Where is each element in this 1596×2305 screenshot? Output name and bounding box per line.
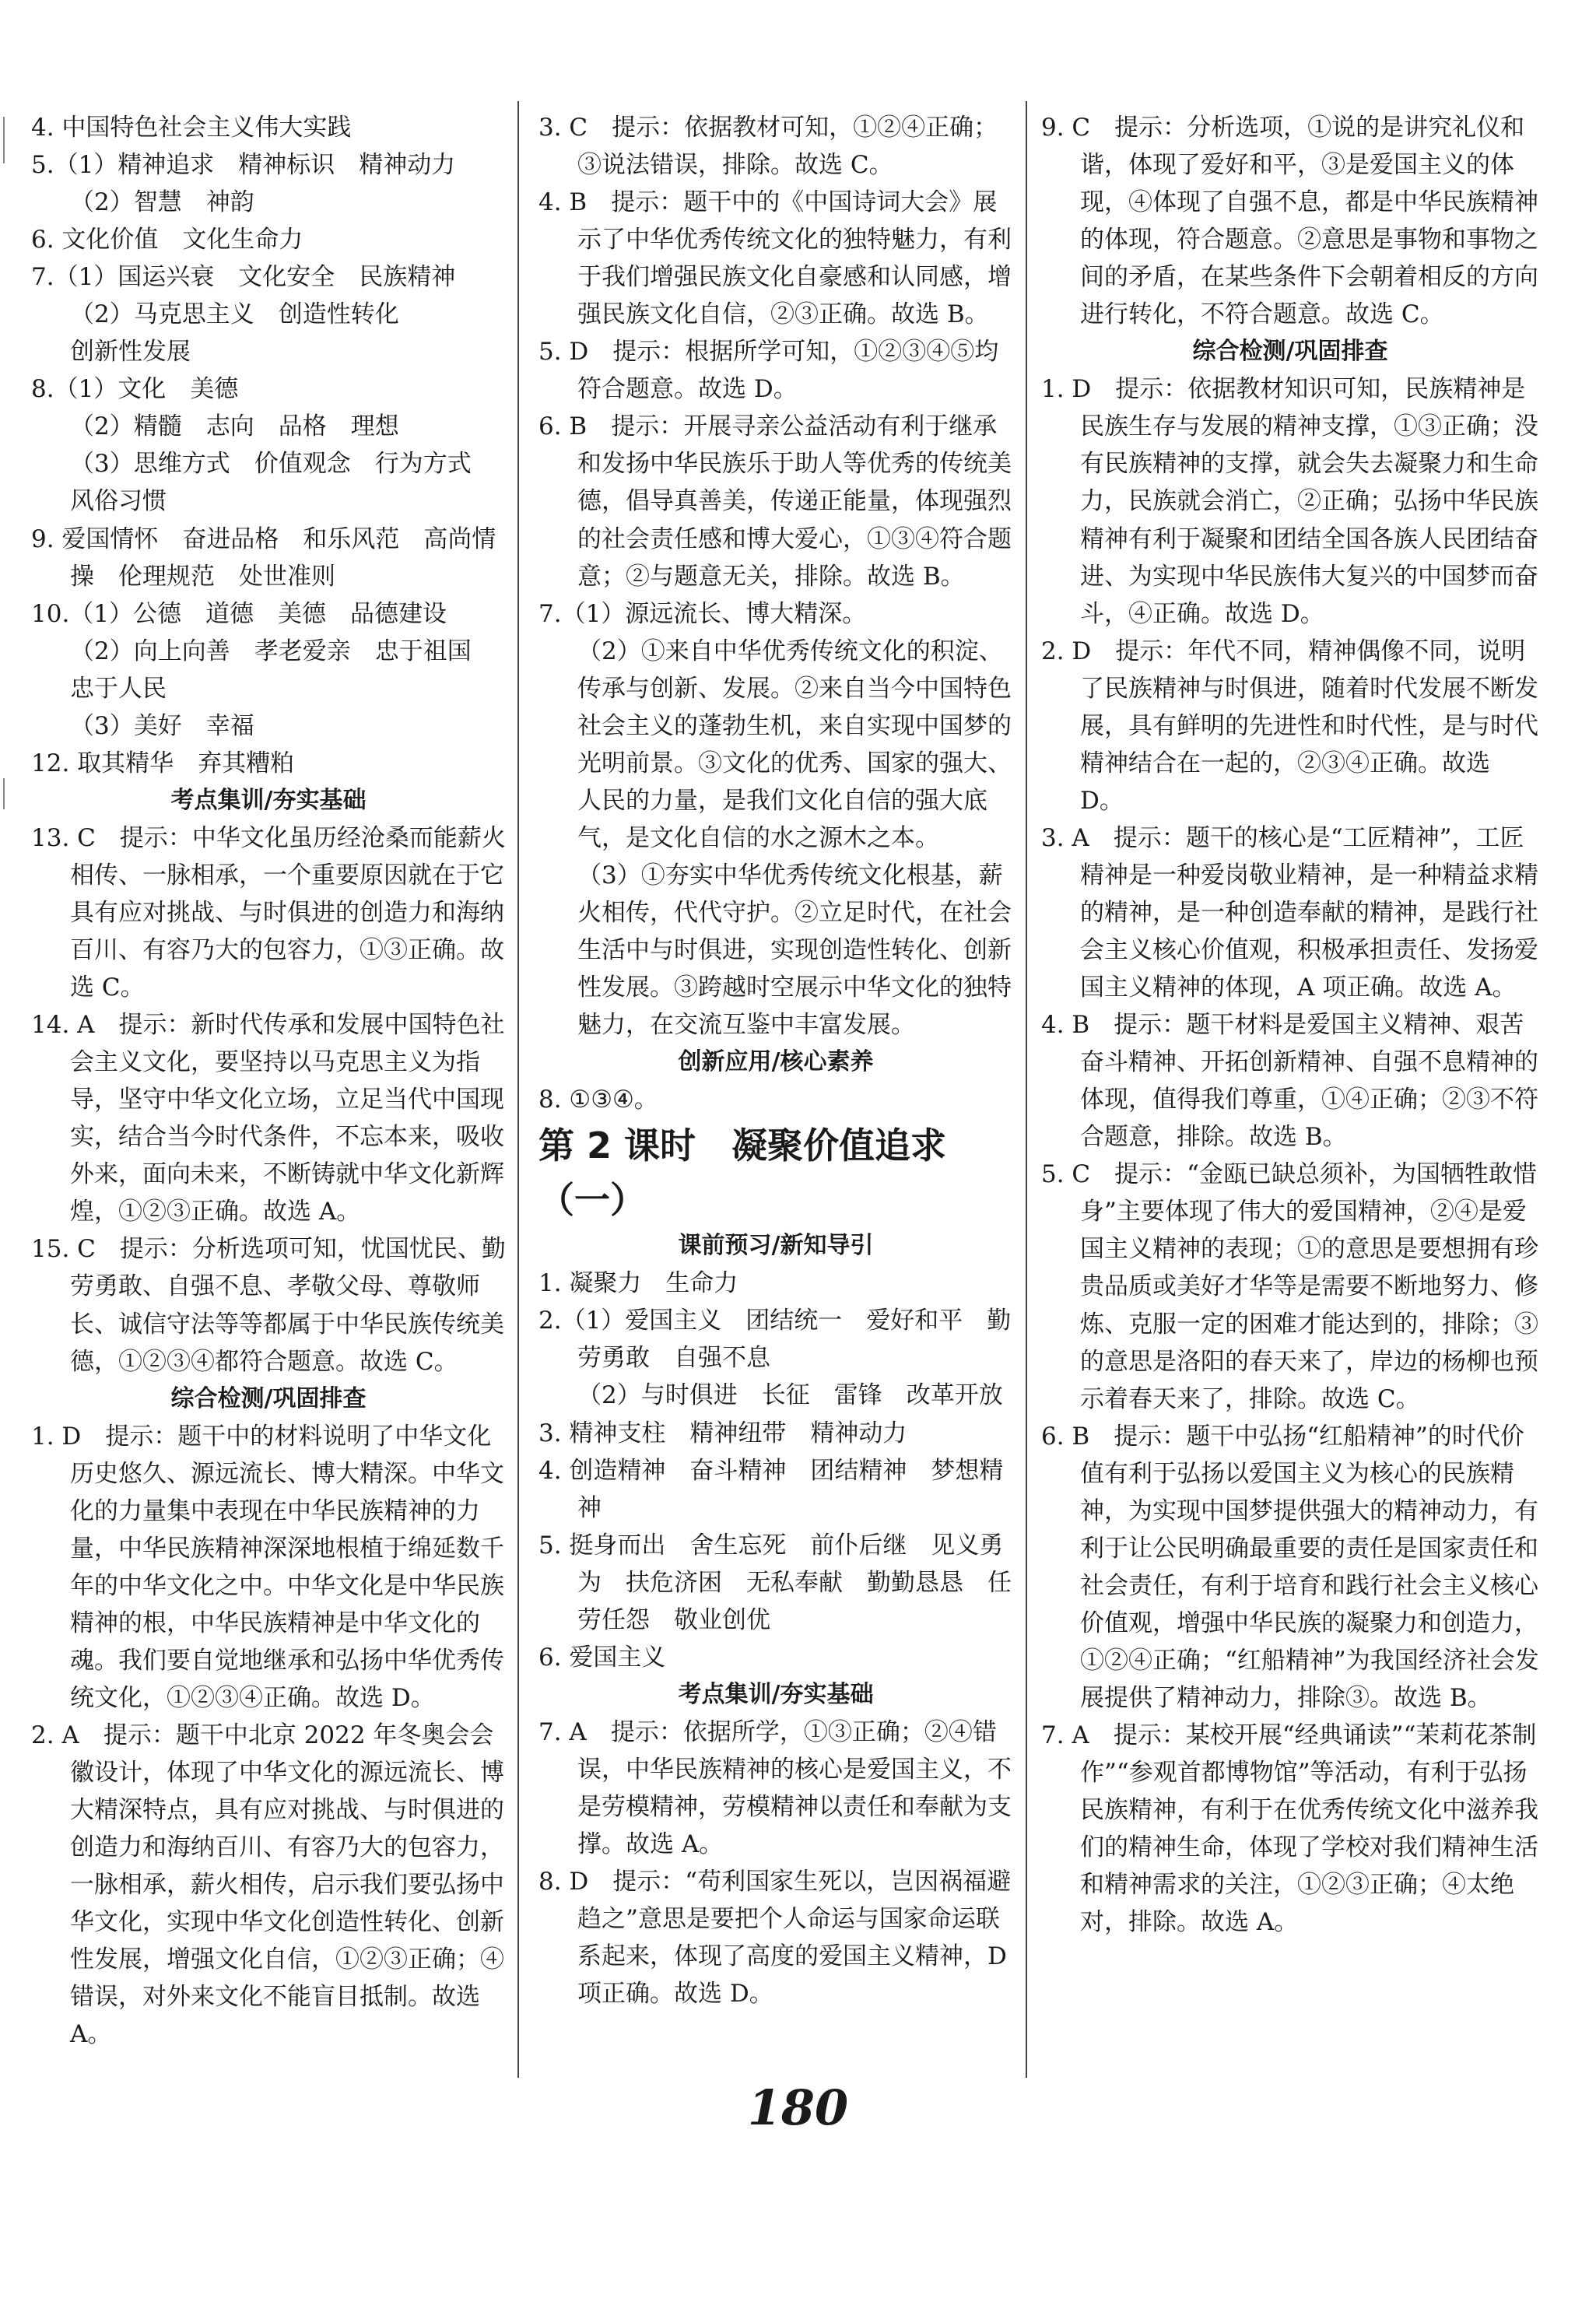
answer-item: 13. C 提示：中华文化虽历经沧桑而能薪火相传、一脉相承，一个重要原因就在于它具有应对挑战、与时俱进的创造力和海纳百川、有容乃大的包容力，①③正确。故选 C。: [31, 823, 506, 1002]
answer-item: 3. 精神支柱 精神纽带 精神动力: [538, 1419, 907, 1447]
answer-item: 4. 创造精神 奋斗精神 团结精神 梦想精神: [538, 1456, 1004, 1522]
column-divider: [1026, 101, 1027, 2078]
answer-item: 2. D 提示：年代不同，精神偶像不同，说明了民族精神与时俱进，随着时代发展不断发展，具有鲜明的先进性和时代性，是与时代精神结合在一起的，②③④正确。故选 D。: [1041, 637, 1538, 815]
answer-item: 3. A 提示：题干的核心是“工匠精神”，工匠精神是一种爱岗敬业精神，是一种精益求精的精神，是一种创造奉献的精神，是践行社会主义核心价值观，积极承担责任、发扬爱国主义精神的体现，A 项正确。故选 A。: [1041, 823, 1538, 1002]
answer-item: 9. C 提示：分析选项，①说的是讲究礼仪和谐，体现了爱好和平，③是爱国主义的体现，④体现了自强不息，都是中华民族精神的体现，符合题意。②意思是事物和事物之间的矛盾，在某些条件下会朝着相反的方向进行转化，不符合题意。故选 C。: [1041, 114, 1538, 329]
answer-continuation: （3）美好 幸福: [70, 711, 254, 740]
answer-continuation: （3）①夯实中华优秀传统文化根基，薪火相传，代代守护。②立足时代，在社会生活中与时俱进，实现创造性转化、创新性发展。③跨越时空展示中华文化的独特魅力，在交流互鉴中丰富发展。: [577, 861, 1012, 1040]
answer-item: 8. ①③④。: [538, 1086, 658, 1114]
answer-item: 5. D 提示：根据所学可知，①②③④⑤均符合题意。故选 D。: [538, 338, 999, 404]
answer-continuation: （2）智慧 神韵: [70, 188, 254, 217]
answer-item: 7. A 提示：依据所学，①③正确；②④错误，中华民族精神的核心是爱国主义，不是劳模精神，劳模精神以责任和奉献为支撑。故选 A。: [538, 1717, 1012, 1859]
section-heading: 课前预习/新知导引: [678, 1232, 874, 1260]
answer-item: 1. D 提示：依据教材知识可知，民族精神是民族生存与发展的精神支撑，①③正确；没有民族精神的支撑，就会失去凝聚力和生命力，民族就会消亡，②正确；弘扬中华民族精神有利于凝聚和团结全国各族人民团结奋进、为实现中华民族伟大复兴的中国梦而奋斗，④正确。故选 D。: [1041, 375, 1538, 628]
section-heading: 创新应用/核心素养: [678, 1048, 874, 1076]
answer-continuation: 忠于人民: [70, 674, 167, 703]
column-divider: [517, 101, 519, 2078]
answer-column-1: [31, 109, 506, 2053]
answer-continuation: （3）思维方式 价值观念 行为方式: [70, 450, 472, 479]
answer-item: 2. A 提示：题干中北京 2022 年冬奥会会徽设计，体现了中华文化的源远流长、博大精深特点，具有应对挑战、与时俱进的创造力和海纳百川、有容乃大的包容力，一脉相承，薪火相传，启示我们要弘扬中华文化，实现中华文化创造性转化、创新性发展，增强文化自信，①②③正确；④错误，对外来文化不能盲目抵制。故选 A。: [31, 1721, 504, 2049]
answer-item: 4. B 提示：题干中的《中国诗词大会》展示了中华优秀传统文化的独特魅力，有利于我们增强民族文化自豪感和认同感，增强民族文化自信，②③正确。故选 B。: [538, 188, 1012, 329]
answer-item: 7. A 提示：某校开展“经典诵读”“茉莉花茶制作”“参观首都博物馆”等活动，有利于弘扬民族精神，有利于在优秀传统文化中滋养我们的精神生命，体现了学校对我们精神生活和精神需求的关注，①②③正确；④太绝对，排除。故选 A。: [1041, 1721, 1538, 1937]
answer-item: 14. A 提示：新时代传承和发展中国特色社会主义文化，要坚持以马克思主义为指导，坚守中华文化立场，立足当代中国现实，结合当今时代条件，不忘本来，吸收外来，面向未来，不断铸就中华文化新辉煌，①②③正确。故选 A。: [31, 1011, 505, 1226]
answer-item: 8.（1）文化 美德: [31, 375, 239, 404]
lesson-title: 第 2 课时 凝聚价值追求（一）: [538, 1124, 947, 1222]
answer-column-2: [538, 109, 1013, 2012]
answer-column-3: [1041, 109, 1539, 1941]
answer-item: 6. 文化价值 文化生命力: [31, 226, 303, 254]
answer-item: 7.（1）源远流长、博大精深。: [538, 599, 867, 628]
answer-item: 7.（1）国运兴衰 文化安全 民族精神: [31, 263, 456, 292]
answer-item: 6. B 提示：题干中弘扬“红船精神”的时代价值有利于弘扬以爱国主义为核心的民族精神，为实现中国梦提供强大的精神动力，有利于让公民明确最重要的责任是国家责任和社会责任，有利于培育和践行社会主义核心价值观，增强中华民族的凝聚力和创造力，①②④正确；“红船精神”为我国经济社会发展提供了精神动力，排除③。故选 B。: [1041, 1422, 1539, 1712]
answer-item: 2.（1）爱国主义 团结统一 爱好和平 勤劳勇敢 自强不息: [538, 1307, 1012, 1373]
answer-item: 10.（1）公德 道德 美德 品德建设: [31, 599, 447, 628]
answer-item: 3. C 提示：依据教材可知，①②④正确；③说法错误，排除。故选 C。: [538, 114, 998, 180]
answer-item: 6. 爱国主义: [538, 1643, 666, 1672]
page-edge-mark: [3, 117, 20, 163]
answer-continuation: （2）精髓 志向 品格 理想: [70, 412, 399, 441]
answer-item: 1. D 提示：题干中的材料说明了中华文化历史悠久、源远流长、博大精深。中华文化的力量集中表现在中华民族精神的力量，中华民族精神深深地根植于绵延数千年的中华文化之中。中华文化是中华民族精神的根，中华民族精神是中华文化的魂。我们要自觉地继承和弘扬中华优秀传统文化，①②③④正确。故选 D。: [31, 1422, 504, 1712]
section-heading: 综合检测/巩固排查: [1192, 338, 1388, 366]
answer-item: 5.（1）精神追求 精神标识 精神动力: [31, 151, 456, 180]
answer-item: 12. 取其精华 弃其糟粕: [31, 749, 295, 777]
answer-continuation: （2）①来自中华优秀传统文化的积淀、传承与创新、发展。②来自当今中国特色社会主义的蓬勃生机，来自实现中国梦的光明前景。③文化的优秀、国家的强大、人民的力量，是我们文化自信的强大底气，是文化自信的水之源木之本。: [577, 637, 1012, 852]
answer-item: 5. C 提示：“金瓯已缺总须补，为国牺牲敢惜身”主要体现了伟大的爱国精神，②④是爱国主义精神的表现；①的意思是要想拥有珍贵品质或美好才华等是需要不断地努力、修炼、克服一定的困难才能达到的，排除；③的意思是洛阳的春天来了，岸边的杨柳也预示着春天来了，排除。故选 C。: [1041, 1160, 1538, 1413]
answer-continuation: （2）马克思主义 创造性转化: [70, 300, 399, 329]
page-edge-mark: [3, 778, 20, 809]
answer-item: 5. 挺身而出 舍生忘死 前仆后继 见义勇为 扶危济困 无私奉献 勤勤恳恳 任劳任怨 敬业创优: [538, 1531, 1012, 1634]
answer-item: 4. B 提示：题干材料是爱国主义精神、艰苦奋斗精神、开拓创新精神、自强不息精神的体现，值得我们尊重，①④正确；②③不符合题意，排除。故选 B。: [1041, 1011, 1538, 1152]
answer-item: 6. B 提示：开展寻亲公益活动有利于继承和发扬中华民族乐于助人等优秀的传统美德，倡导真善美，传递正能量，体现强烈的社会责任感和博大爱心，①③④符合题意；②与题意无关，排除。故选 B。: [538, 412, 1012, 591]
page-number: 180: [747, 2079, 849, 2136]
section-heading: 考点集训/夯实基础: [678, 1680, 874, 1708]
section-heading: 综合检测/巩固排查: [170, 1384, 367, 1412]
answer-continuation: （2）与时俱进 长征 雷锋 改革开放: [577, 1381, 1003, 1410]
answer-continuation: （2）向上向善 孝老爱亲 忠于祖国: [70, 637, 472, 665]
answer-item: 8. D 提示：“苟利国家生死以，岂因祸福避趋之”意思是要把个人命运与国家命运联系起来，体现了高度的爱国主义精神，D 项正确。故选 D。: [538, 1868, 1012, 2009]
section-heading: 考点集训/夯实基础: [170, 786, 367, 814]
answer-continuation: 创新性发展: [70, 338, 191, 367]
answer-item: 1. 凝聚力 生命力: [538, 1269, 738, 1298]
answer-item: 9. 爱国情怀 奋进品格 和乐风范 高尚情操 伦理规范 处世准则: [31, 525, 496, 591]
answer-item: 4. 中国特色社会主义伟大实践: [31, 114, 352, 142]
answer-item: 15. C 提示：分析选项可知，忧国忧民、勤劳勇敢、自强不息、孝敬父母、尊敬师长、诚信守法等等都属于中华民族传统美德，①②③④都符合题意。故选 C。: [31, 1235, 506, 1376]
answer-continuation: 风俗习惯: [70, 487, 167, 516]
